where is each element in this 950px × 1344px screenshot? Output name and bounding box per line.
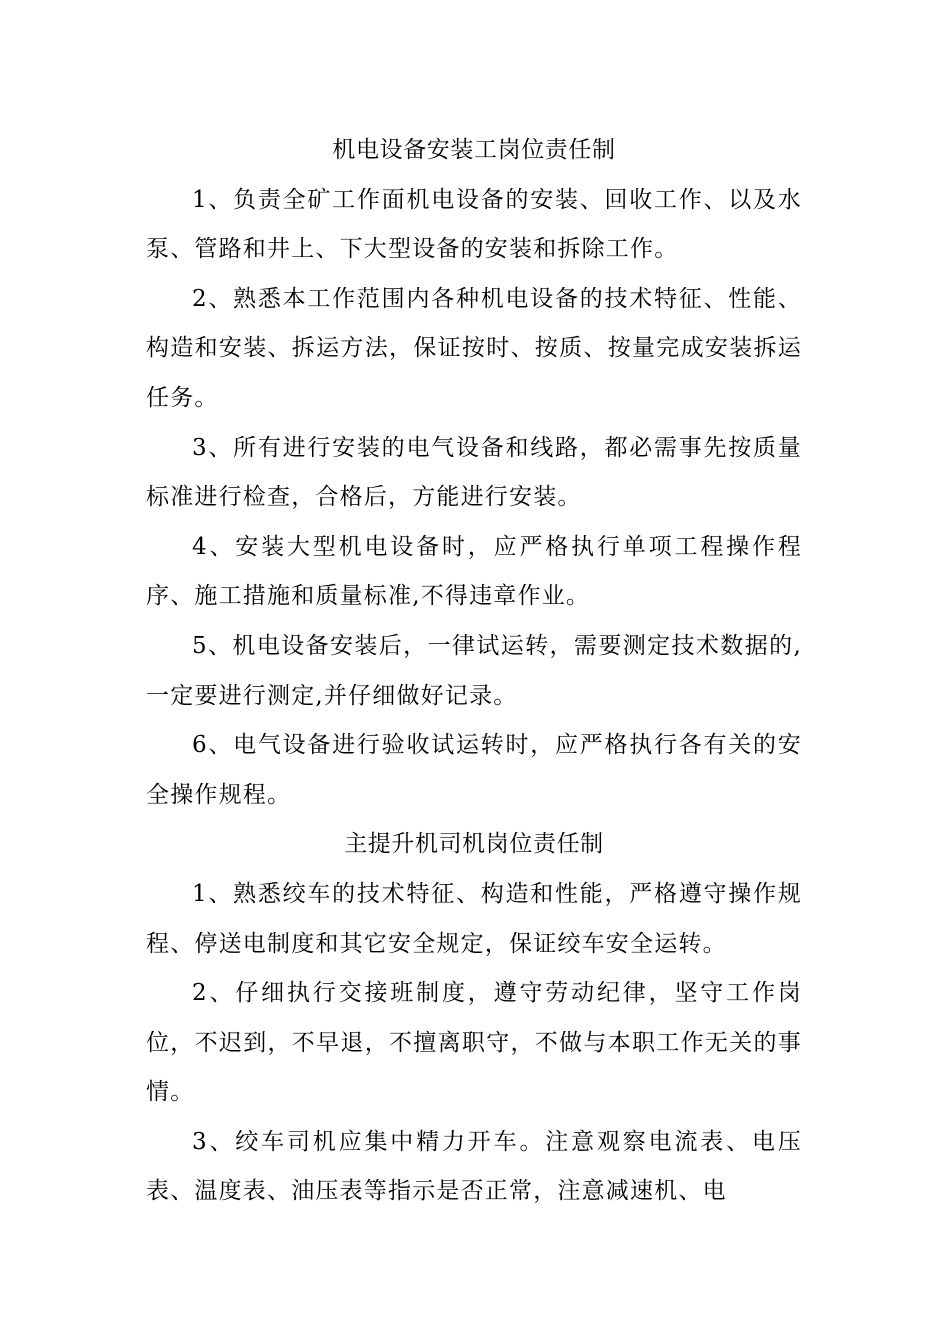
document-body	[146, 126, 802, 1217]
paragraph-installer-5: 5、机电设备安装后，一律试运转，需要测定技术数据的,一定要进行测定,并仔细做好记录。	[146, 632, 802, 709]
paragraph-installer-2: 2、熟悉本工作范围内各种机电设备的技术特征、性能、构造和安装、拆运方法，保证按时、按质、按量完成安装拆运任务。	[146, 285, 802, 411]
paragraph-hoist-1: 1、熟悉绞车的技术特征、构造和性能，严格遵守操作规程、停送电制度和其它安全规定，保证绞车安全运转。	[146, 880, 802, 957]
paragraph-installer-3: 3、所有进行安装的电气设备和线路，都必需事先按质量标准进行检查，合格后，方能进行安装。	[146, 434, 802, 511]
section-title-installer: 机电设备安装工岗位责任制	[332, 137, 616, 163]
paragraph-hoist-2: 2、仔细执行交接班制度，遵守劳动纪律，坚守工作岗位，不迟到，不早退，不擅离职守，不做与本职工作无关的事情。	[146, 980, 802, 1106]
paragraph-installer-6: 6、电气设备进行验收试运转时，应严格执行各有关的安全操作规程。	[146, 732, 802, 808]
paragraph-installer-1: 1、负责全矿工作面机电设备的安装、回收工作、以及水泵、管路和井上、下大型设备的安装和拆除工作。	[146, 186, 802, 263]
section-title-hoist-driver: 主提升机司机岗位责任制	[344, 831, 604, 858]
paragraph-hoist-3: 3、绞车司机应集中精力开车。注意观察电流表、电压表、温度表、油压表等指示是否正常，注意减速机、电	[146, 1128, 802, 1205]
paragraph-installer-4: 4、安装大型机电设备时，应严格执行单项工程操作程序、施工措施和质量标准,不得违章作业。	[146, 533, 802, 610]
